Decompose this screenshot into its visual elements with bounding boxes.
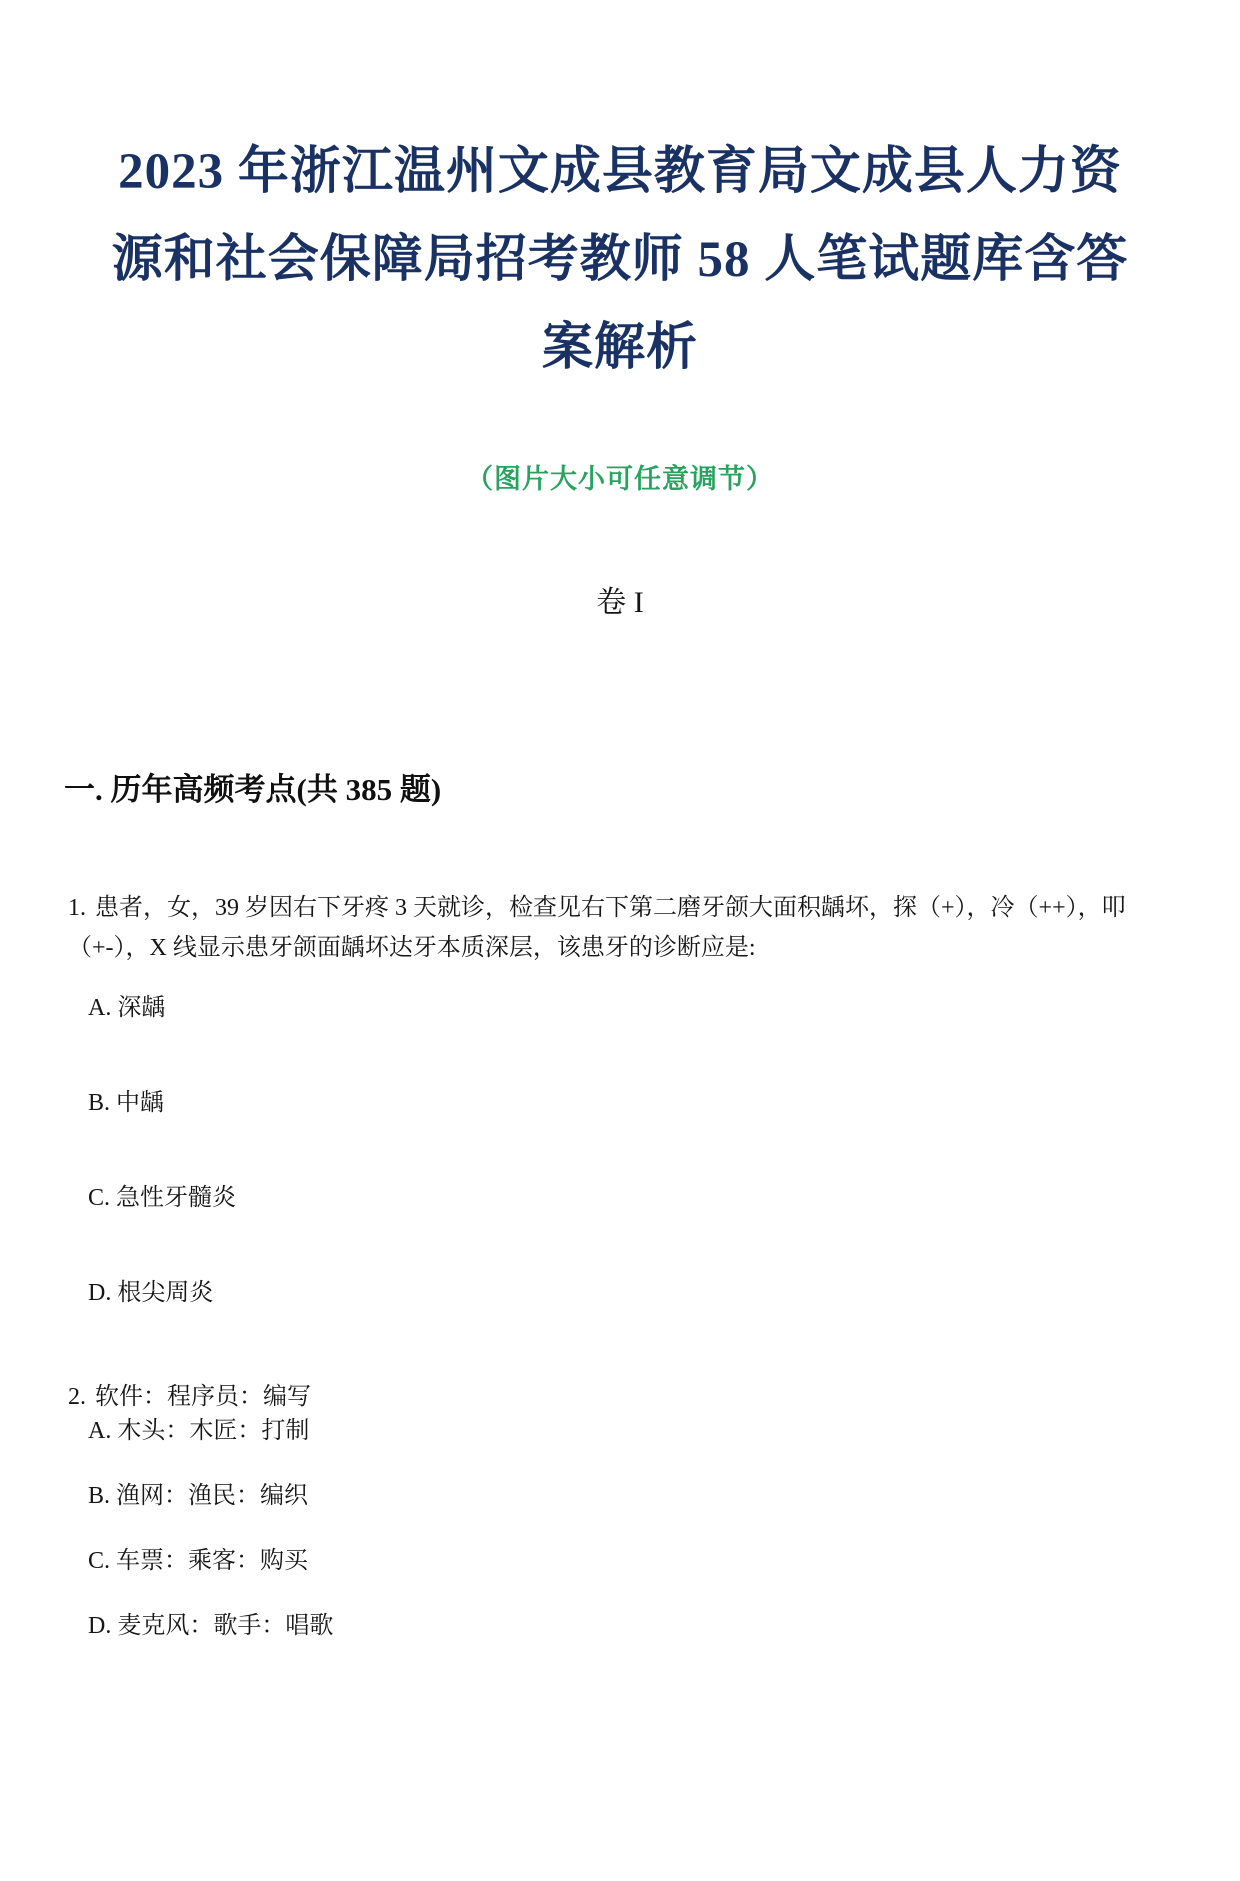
question-1-option-c: C. 急性牙髓炎 — [88, 1185, 237, 1211]
question-1-text: 患者，女，39 岁因右下牙疼 3 天就诊，检查见右下第二磨牙颌大面积龋坏，探（+），冷（++），叩（+-），X 线显示患牙颌面龋坏达牙本质深层，该患牙的诊断应是: — [68, 895, 1126, 961]
question-2-option-d: D. 麦克风：歌手：唱歌 — [88, 1613, 334, 1639]
question-2-number: 2. — [68, 1384, 86, 1410]
question-2-option-c: C. 车票：乘客：购买 — [88, 1548, 309, 1574]
section-heading: 一. 历年高频考点(共 385 题) — [64, 772, 442, 807]
question-1-stem — [68, 888, 1174, 968]
question-1-number: 1. — [68, 895, 86, 921]
question-1 — [0, 888, 1240, 1309]
question-2-text: 软件：程序员：编写 — [95, 1384, 311, 1410]
document-title — [40, 128, 1200, 392]
question-1-option-d: D. 根尖周炎 — [88, 1280, 214, 1306]
question-2-option-a: A. 木头：木匠：打制 — [88, 1418, 310, 1444]
question-2-stem — [68, 1379, 1174, 1415]
title-line-3: 案解析 — [541, 320, 698, 376]
title-line-2: 源和社会保障局招考教师 58 人笔试题库含答 — [111, 232, 1129, 288]
question-1-option-b: B. 中龋 — [88, 1090, 165, 1116]
document-page — [0, 128, 1240, 1881]
title-line-1: 2023 年浙江温州文成县教育局文成县人力资 — [118, 144, 1122, 200]
question-1-option-a: A. 深龋 — [88, 995, 166, 1021]
question-2-option-b: B. 渔网：渔民：编织 — [88, 1483, 309, 1509]
question-2 — [0, 1379, 1240, 1642]
image-size-note: （图片大小可任意调节） — [466, 464, 774, 494]
volume-label: 卷 I — [596, 586, 644, 619]
